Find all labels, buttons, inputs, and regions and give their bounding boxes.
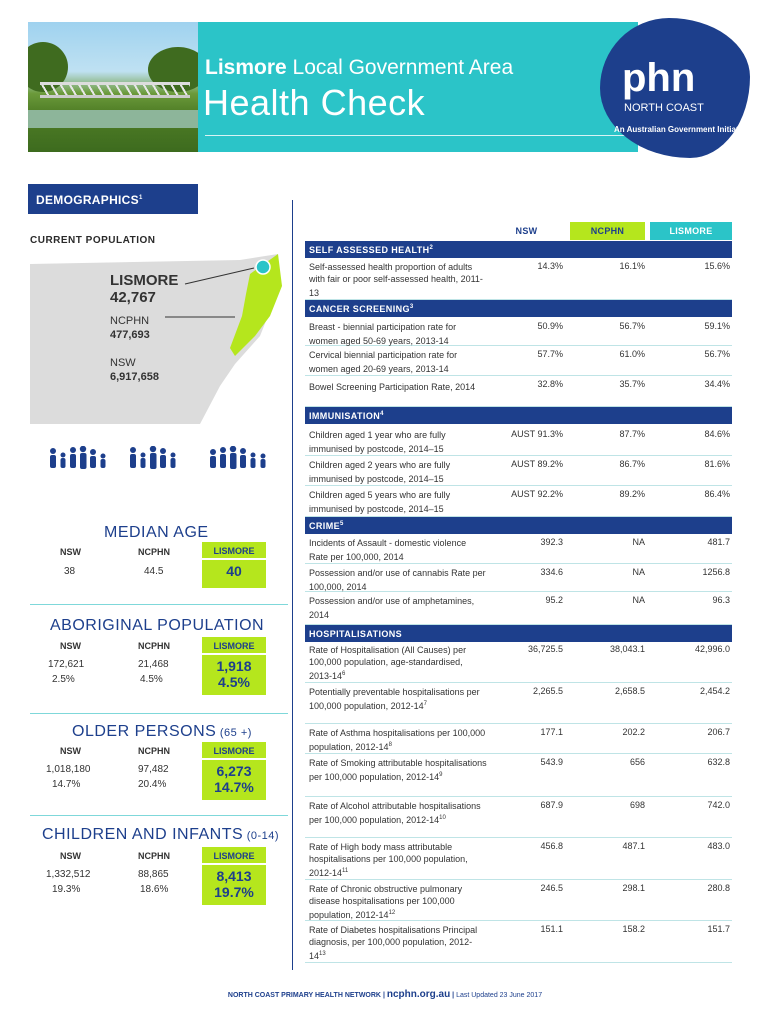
table-row [305, 564, 732, 592]
row-lismore-value: 96.3 [712, 595, 730, 605]
children-ncphn-pct: 18.6% [140, 884, 169, 895]
older-ncphn-count: 97,482 [138, 764, 169, 775]
row-nsw-value: 57.7% [537, 349, 563, 359]
row-ncphn-value: NA [632, 537, 645, 547]
row-nsw-value: 36,725.5 [527, 644, 563, 654]
row-label: Bowel Screening Participation Rate, 2014 [309, 382, 476, 392]
section-crime: CRIME$^5$ [305, 517, 732, 534]
section-immunisation: IMMUNISATION$^4$ [305, 407, 732, 424]
children-nsw-header: NSW [60, 851, 81, 861]
row-lismore-value: 280.8 [707, 883, 730, 893]
col-header-ncphn: NCPHN [570, 222, 645, 240]
aboriginal-lismore-box: LISMORE 1,918 4.5% [202, 637, 266, 695]
nsw-label: NSW [110, 357, 136, 369]
row-nsw-value: AUST 91.3% [511, 429, 563, 439]
row-lismore-value: 151.7 [707, 924, 730, 934]
older-nsw-header: NSW [60, 746, 81, 756]
table-row [305, 534, 732, 564]
section-separator [30, 604, 288, 605]
children-lismore-box: LISMORE 8,413 19.7% [202, 847, 266, 905]
row-nsw-value: 392.3 [540, 537, 563, 547]
row-ncphn-value: 16.1% [619, 261, 645, 271]
row-ncphn-value: NA [632, 567, 645, 577]
row-ncphn-value: 698 [629, 800, 645, 810]
column-divider [292, 200, 293, 970]
table-row [305, 376, 732, 407]
row-label: Cervical biennial participation rate for women aged 20-69 years, 2013-14 [309, 350, 458, 374]
aboriginal-nsw-pct: 2.5% [52, 674, 75, 685]
row-ncphn-value: 2,658.5 [614, 686, 645, 696]
table-row [305, 880, 732, 921]
aboriginal-ncphn-header: NCPHN [138, 641, 171, 651]
table-row [305, 683, 732, 724]
footer: NORTH COAST PRIMARY HEALTH NETWORK | ncphn.org.au | Last Updated 23 June 2017 [227, 989, 543, 1000]
children-ncphn-header: NCPHN [138, 851, 171, 861]
row-nsw-value: 687.9 [540, 800, 563, 810]
row-label: Rate of Alcohol attributable hospitalisations per 100,000 population, 2012-14$^{10}$ [309, 801, 481, 825]
phn-logo: phn NORTH COAST An Australian Government Initiative [600, 18, 750, 158]
row-nsw-value: 50.9% [537, 321, 563, 331]
row-nsw-value: 177.1 [540, 727, 563, 737]
row-ncphn-value: NA [632, 595, 645, 605]
header-rule [205, 135, 625, 136]
row-lismore-value: 632.8 [707, 757, 730, 767]
row-label: Rate of Diabetes hospitalisations Principal diagnosis, per 100,000 population, 2012-14$^{13}$ [309, 925, 478, 961]
ncphn-population: 477,693 [110, 329, 150, 341]
row-ncphn-value: 89.2% [619, 489, 645, 499]
older-nsw-pct: 14.7% [52, 779, 81, 790]
row-nsw-value: 151.1 [540, 924, 563, 934]
section-cancer-screening: CANCER SCREENING$^3$ [305, 300, 732, 317]
section-hospitalisations: HOSPITALISATIONS [305, 625, 732, 642]
row-label: Rate of Chronic obstructive pulmonary disease hospitalisations per 100,000 population, 2012-14$^{12}$ [309, 884, 463, 920]
row-lismore-value: 2,454.2 [699, 686, 730, 696]
row-nsw-value: 14.3% [537, 261, 563, 271]
row-label: Potentially preventable hospitalisations per 100,000 population, 2012-14$^7$ [309, 687, 480, 711]
row-ncphn-value: 656 [629, 757, 645, 767]
row-ncphn-value: 87.7% [619, 429, 645, 439]
row-nsw-value: 456.8 [540, 841, 563, 851]
current-population-heading: CURRENT POPULATION [30, 235, 156, 246]
row-lismore-value: 81.6% [704, 459, 730, 469]
row-lismore-value: 59.1% [704, 321, 730, 331]
table-row [305, 641, 732, 683]
row-label: Breast - biennial participation rate for women aged 50-69 years, 2013-14 [309, 322, 457, 346]
table-row [305, 346, 732, 376]
row-label: Possession and/or use of cannabis Rate per 100,000, 2014 [309, 568, 486, 592]
table-row [305, 486, 732, 517]
row-label: Incidents of Assault - domestic violence Rate per 100,000, 2014 [309, 538, 467, 562]
table-row [305, 318, 732, 346]
older-lismore-box: LISMORE 6,273 14.7% [202, 742, 266, 800]
ncphn-label: NCPHN [110, 315, 150, 327]
older-ncphn-pct: 20.4% [138, 779, 167, 790]
table-row [305, 797, 732, 838]
median-age-title: MEDIAN AGE [104, 524, 209, 541]
row-nsw-value: AUST 89.2% [511, 459, 563, 469]
median-age-ncphn-header: NCPHN [138, 547, 171, 557]
row-lismore-value: 42,996.0 [694, 644, 730, 654]
row-nsw-value: 246.5 [540, 883, 563, 893]
row-lismore-value: 483.0 [707, 841, 730, 851]
row-ncphn-value: 56.7% [619, 321, 645, 331]
row-label: Self-assessed health proportion of adults with fair or poor self-assessed health, 2011-13 [309, 262, 483, 298]
lga-title: Lismore Local Government Area [205, 56, 514, 79]
row-nsw-value: AUST 92.2% [511, 489, 563, 499]
nsw-population: 6,917,658 [110, 371, 159, 383]
row-label: Possession and/or use of amphetamines, 2014 [309, 596, 475, 620]
row-ncphn-value: 487.1 [622, 841, 645, 851]
table-row [305, 592, 732, 625]
footer-updated: Last Updated 23 June 2017 [456, 992, 543, 999]
children-title: CHILDREN AND INFANTS (0-14) [42, 826, 280, 843]
aboriginal-nsw-count: 172,621 [48, 659, 85, 670]
older-nsw-count: 1,018,180 [46, 764, 91, 775]
row-ncphn-value: 35.7% [619, 379, 645, 389]
row-lismore-value: 84.6% [704, 429, 730, 439]
section-separator [30, 713, 288, 714]
row-label: Rate of High body mass attributable hospitalisations per 100,000 population, 2012-14$^{11}$ [309, 842, 468, 878]
row-label: Children aged 2 years who are fully immunised by postcode, 2014–15 [309, 460, 451, 484]
table-row [305, 426, 732, 456]
row-label: Children aged 5 years who are fully immunised by postcode, 2014–15 [309, 490, 451, 514]
bridge-photo [28, 22, 198, 152]
family-icons [48, 446, 278, 476]
row-ncphn-value: 298.1 [622, 883, 645, 893]
row-lismore-value: 206.7 [707, 727, 730, 737]
median-age-ncphn-value: 44.5 [144, 566, 164, 577]
aboriginal-ncphn-count: 21,468 [138, 659, 169, 670]
row-ncphn-value: 158.2 [622, 924, 645, 934]
row-label: Rate of Smoking attributable hospitalisations per 100,000 population, 2012-14$^9$ [309, 758, 487, 782]
row-lismore-value: 56.7% [704, 349, 730, 359]
row-label: Children aged 1 year who are fully immunised by postcode, 2014–15 [309, 430, 446, 454]
row-lismore-value: 15.6% [704, 261, 730, 271]
row-lismore-value: 86.4% [704, 489, 730, 499]
older-ncphn-header: NCPHN [138, 746, 171, 756]
row-label: Rate of Asthma hospitalisations per 100,000 population, 2012-14$^8$ [309, 728, 486, 752]
row-ncphn-value: 61.0% [619, 349, 645, 359]
median-age-nsw-value: 38 [64, 566, 76, 577]
aboriginal-nsw-header: NSW [60, 641, 81, 651]
children-nsw-pct: 19.3% [52, 884, 81, 895]
row-lismore-value: 34.4% [704, 379, 730, 389]
aboriginal-title: ABORIGINAL POPULATION [50, 617, 265, 634]
row-nsw-value: 334.6 [540, 567, 563, 577]
row-lismore-value: 1256.8 [702, 567, 730, 577]
median-age-nsw-header: NSW [60, 547, 81, 557]
row-nsw-value: 2,265.5 [532, 686, 563, 696]
row-nsw-value: 95.2 [545, 595, 563, 605]
table-row [305, 724, 732, 754]
row-ncphn-value: 202.2 [622, 727, 645, 737]
section-separator [30, 815, 288, 816]
row-nsw-value: 32.8% [537, 379, 563, 389]
aboriginal-ncphn-pct: 4.5% [140, 674, 163, 685]
row-label: Rate of Hospitalisation (All Causes) per 100,000 population, age-standardised, 2013-14$^6$ [309, 645, 467, 681]
row-ncphn-value: 38,043.1 [609, 644, 645, 654]
children-nsw-count: 1,332,512 [46, 869, 91, 880]
footer-url[interactable]: ncphn.org.au [386, 989, 451, 1000]
row-lismore-value: 481.7 [707, 537, 730, 547]
col-header-lismore: LISMORE [650, 222, 732, 240]
median-age-lismore-box: LISMORE 40 [202, 542, 266, 588]
children-ncphn-count: 88,865 [138, 869, 169, 880]
row-nsw-value: 543.9 [540, 757, 563, 767]
col-header-nsw: NSW [490, 222, 563, 240]
row-lismore-value: 742.0 [707, 800, 730, 810]
table-row [305, 258, 732, 300]
older-persons-title: OLDER PERSONS (65 +) [72, 723, 252, 740]
table-row [305, 921, 732, 963]
page-title: Health Check [203, 82, 426, 123]
lismore-population: 42,767 [110, 289, 156, 306]
section-self-assessed-health: SELF ASSESSED HEALTH$^2$ [305, 241, 732, 258]
row-ncphn-value: 86.7% [619, 459, 645, 469]
lismore-label: LISMORE [110, 272, 179, 289]
footer-network: NORTH COAST PRIMARY HEALTH NETWORK [227, 992, 381, 999]
demographics-tab: DEMOGRAPHICS$^1$ [28, 184, 198, 214]
table-row [305, 838, 732, 880]
table-row [305, 754, 732, 797]
table-row [305, 456, 732, 486]
